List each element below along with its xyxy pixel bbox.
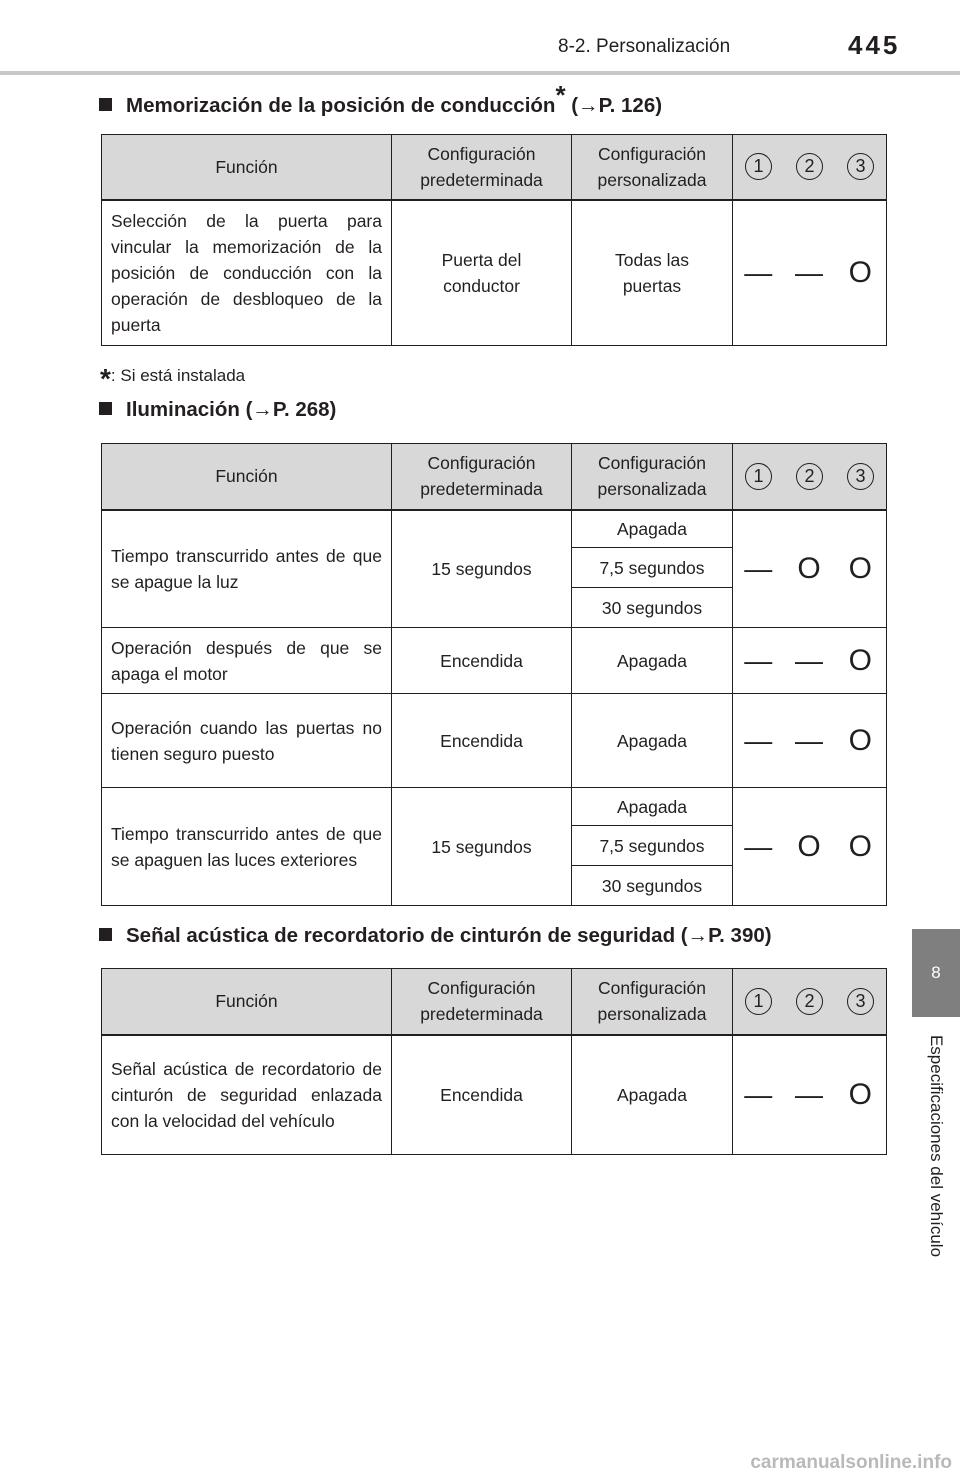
- table-driving-position: [101, 134, 887, 346]
- row-c2: —: [784, 1035, 835, 1155]
- section2-ref: (→P. 268): [245, 398, 337, 421]
- row-custom: Apagada: [572, 628, 733, 694]
- row-c1: —: [733, 628, 784, 694]
- table-seatbelt: [101, 968, 887, 1155]
- col-funcion: Función: [102, 444, 392, 510]
- table-row: [102, 628, 887, 694]
- section-title: 8-2. Personalización: [558, 36, 731, 57]
- page-number: 445: [848, 30, 901, 60]
- section3-ref: (→P. 390): [680, 924, 772, 947]
- col-default: Configuración predeterminada: [392, 444, 572, 510]
- row-default: Encendida: [392, 694, 572, 788]
- row-default: Puerta del conductor: [392, 200, 572, 346]
- chapter-number: 8: [931, 963, 941, 982]
- section3-title: Señal acústica de recordatorio de cinturón de seguridad: [126, 924, 676, 947]
- col-custom: Configuración personalizada: [572, 135, 733, 200]
- chapter-tab: [912, 929, 960, 1017]
- circled-3-icon: 3: [847, 463, 874, 490]
- row-funcion: Tiempo transcurrido antes de que se apaguen las luces exteriores: [102, 788, 392, 906]
- row-default: Encendida: [392, 1035, 572, 1155]
- row-c2: O: [784, 788, 835, 906]
- row-default: 15 segundos: [392, 788, 572, 906]
- footnote-star: *: [555, 80, 566, 110]
- col-funcion: Función: [102, 969, 392, 1035]
- bullet-square-icon: [99, 928, 112, 941]
- row-c3: O: [835, 200, 887, 346]
- row-c1: —: [733, 788, 784, 906]
- col-numbers: [733, 969, 887, 1035]
- table-header-row: [102, 444, 887, 510]
- row-c1: —: [733, 1035, 784, 1155]
- row-c1: —: [733, 200, 784, 346]
- circled-2-icon: 2: [796, 463, 823, 490]
- row-c3: O: [835, 628, 887, 694]
- circled-2-icon: 2: [796, 988, 823, 1015]
- row-c3: O: [835, 788, 887, 906]
- table-row: [102, 510, 887, 548]
- footnote: *: Si está instalada: [100, 363, 246, 394]
- row-c2: O: [784, 510, 835, 628]
- row-custom: Apagada: [572, 1035, 733, 1155]
- row-custom-option: Apagada: [572, 510, 733, 548]
- row-c2: —: [784, 628, 835, 694]
- row-custom-option: 7,5 segundos: [572, 826, 733, 866]
- section1-title: Memorización de la posición de conducción: [126, 94, 556, 117]
- row-custom-option: 30 segundos: [572, 588, 733, 628]
- row-c2: —: [784, 694, 835, 788]
- circled-1-icon: 1: [745, 463, 772, 490]
- section2-title: Iluminación: [126, 398, 240, 421]
- col-default: Configuración predeterminada: [392, 135, 572, 200]
- row-default: 15 segundos: [392, 510, 572, 628]
- row-custom-option: 7,5 segundos: [572, 548, 733, 588]
- row-funcion: Operación cuando las puertas no tienen seguro puesto: [102, 694, 392, 788]
- table-header-row: [102, 969, 887, 1035]
- row-custom-option: 30 segundos: [572, 866, 733, 906]
- col-numbers: [733, 135, 887, 200]
- row-c3: O: [835, 694, 887, 788]
- bullet-square-icon: [99, 402, 112, 415]
- row-c2: —: [784, 200, 835, 346]
- row-funcion: Señal acústica de recordatorio de cinturón de seguridad enlazada con la velocidad del vehículo: [102, 1035, 392, 1155]
- circled-2-icon: 2: [796, 153, 823, 180]
- row-c3: O: [835, 1035, 887, 1155]
- table-row: [102, 788, 887, 826]
- col-custom: Configuración personalizada: [572, 444, 733, 510]
- section3-heading: [99, 924, 772, 948]
- table-row: [102, 1035, 887, 1155]
- circled-3-icon: 3: [847, 153, 874, 180]
- circled-1-icon: 1: [745, 988, 772, 1015]
- row-custom: Apagada: [572, 694, 733, 788]
- table-header-row: [102, 135, 887, 200]
- watermark: carmanualsonline.info: [750, 1452, 952, 1473]
- table-illumination: [101, 443, 887, 906]
- row-default: Encendida: [392, 628, 572, 694]
- col-custom: Configuración personalizada: [572, 969, 733, 1035]
- chapter-label: Especificaciones del vehículo: [927, 1034, 946, 1258]
- section2-heading: [99, 398, 336, 422]
- col-numbers: [733, 444, 887, 510]
- row-c1: —: [733, 510, 784, 628]
- table-row: [102, 694, 887, 788]
- row-c1: —: [733, 694, 784, 788]
- header-divider: [0, 71, 960, 75]
- bullet-square-icon: [99, 98, 112, 111]
- row-funcion: Selección de la puerta para vincular la memorización de la posición de conducción con la operación de desbloqueo de la puerta: [102, 200, 392, 346]
- row-custom-option: Apagada: [572, 788, 733, 826]
- section1-heading: [99, 80, 663, 119]
- row-funcion: Operación después de que se apaga el motor: [102, 628, 392, 694]
- table-row: [102, 200, 887, 346]
- row-c3: O: [835, 510, 887, 628]
- circled-3-icon: 3: [847, 988, 874, 1015]
- col-funcion: Función: [102, 135, 392, 200]
- row-custom: Todas las puertas: [572, 200, 733, 346]
- row-funcion: Tiempo transcurrido antes de que se apague la luz: [102, 510, 392, 628]
- circled-1-icon: 1: [745, 153, 772, 180]
- section1-ref: (→P. 126): [571, 94, 663, 117]
- col-default: Configuración predeterminada: [392, 969, 572, 1035]
